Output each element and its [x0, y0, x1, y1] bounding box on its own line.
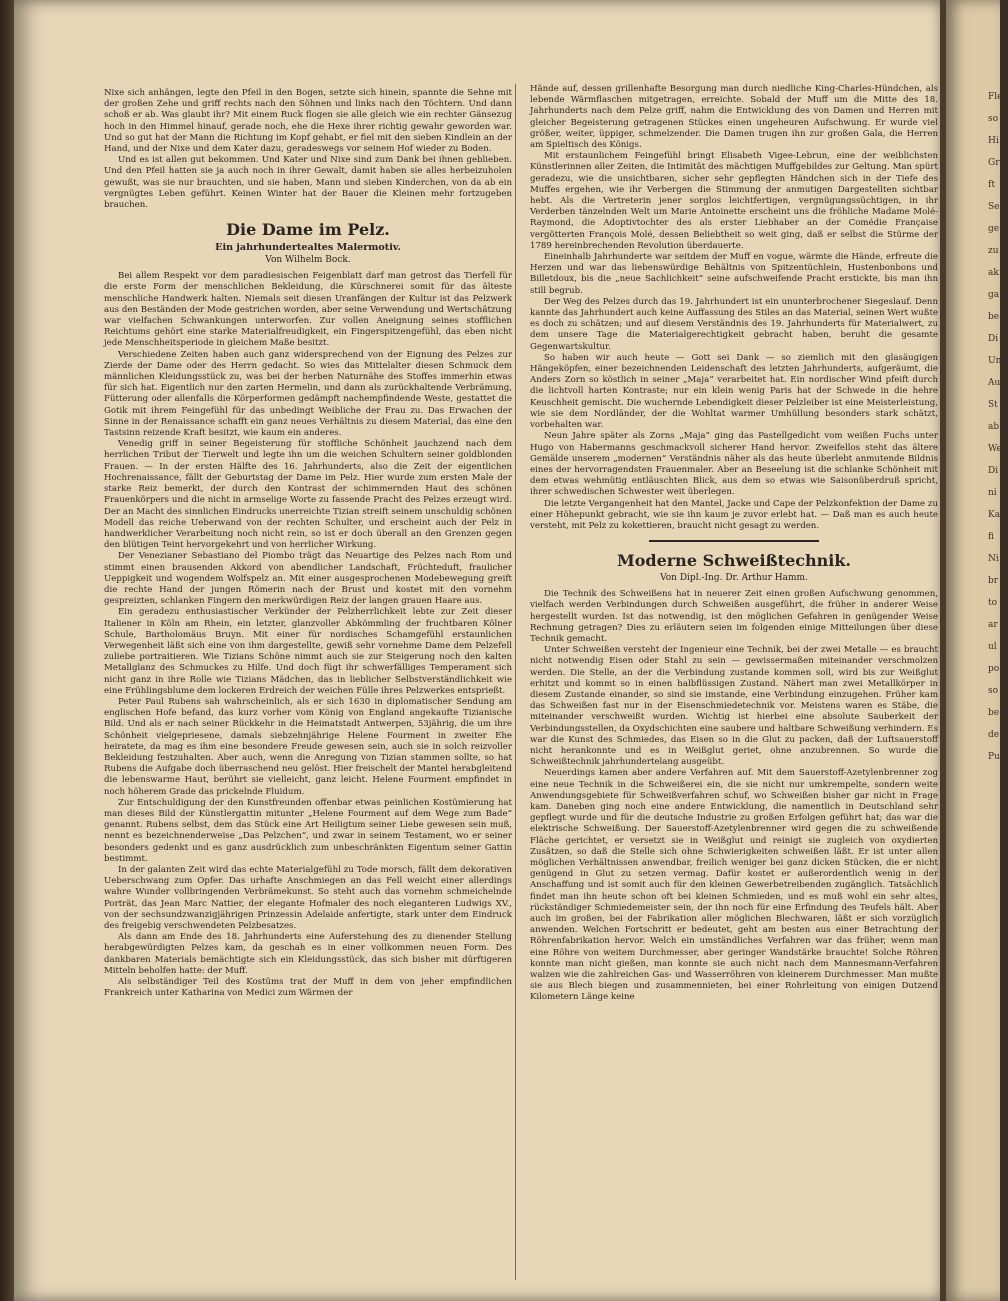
adjacent-page-fragment: Un: [988, 356, 1002, 366]
adjacent-page-fragment: Gr: [988, 158, 1000, 168]
adjacent-page-fragment: br: [988, 576, 999, 586]
adjacent-page-fragment: ft: [988, 180, 995, 190]
adjacent-page-fragment: ak: [988, 268, 999, 278]
adjacent-page-fragment: be: [988, 708, 1000, 718]
continuation-paragraph: So haben wir auch heute — Gott sei Dank — so ziemlich mit den glasäugigen Hängeköpfen, einer bezeichnenden Leidenschaft des letzten Jahrhunderts, aufgeräumt, die Anders Zorn so köstlich in seiner „Maja“ verarbeitet hat. Ein nordischer Wind pfeift durch die lichtvoll harten Kontraste; nur ein klein wenig Paris hat der Schwede in die hehre Keuschheit gemischt. Die wuchernde Lebendigkeit dieser Pelzleiber ist eine Meisterleistung, wie sie dem Nordländer, der die Wohltat warmer Umhüllung besonders stark schätzt, vorbehalten war.: [530, 352, 938, 431]
adjacent-page-fragment: We: [988, 444, 1002, 454]
article2-paragraph: Neuerdings kamen aber andere Verfahren auf. Mit dem Sauerstoff-Azetylenbrenner zog eine neue Technik in die Schweißerei ein, die sie nicht nur umkrempelte, sondern weite Anwendungsgebiete für Schweißverfahren schuf, wo Schweißen bisher gar nicht in Frage kam. Daneben ging noch eine andere Entwicklung, die namentlich in Deutschland sehr gepflegt wurde und für die deutsche Industrie zu großen Erfolgen geführt hat; das war die elektrische Schweißung. Der Sauerstoff-Azetylenbrenner wird gegen die zu schweißende Fläche gerichtet, er versetzt sie in Weißglut und reinigt sie zugleich von oxydierten Zusätzen, so daß die Stelle sich ohne Schwierigkeiten schweißen läßt. Er ist unter allen möglichen Verhältnissen anwendbar, freilich weniger bei ganz dicken Stücken, die er nicht genügend in Glut zu setzen vermag. Dafür kostet er außerordentlich wenig in der Anschaffung und ist somit auch für den kleinen Gewerbetreibenden zugänglich. Tatsächlich findet man ihn heute schon oft bei kleinen Schmieden, und es muß wohl ein sehr altes, rückständiger Schmiedemeister sein, der ihn noch für eine Erfindung des Teufels hält. Aber auch im großen, bei der Fabrikation aller möglichen Blechwaren, läßt er sich vorzüglich anwenden. Welchen Fortschritt er bedeutet, geht am besten aus einer Betrachtung der Röhrenfabrikation hervor. Welch ein umständliches Verfahren war das früher, wenn man eine Röhre von weitem Durchmesser, aber geringer Wandstärke brauchte! Solche Röhren konnte man nicht gießen, man konnte sie auch nicht nach dem Mannesmann-Verfahren walzen wie die zahlreichen Gas- und Wasserröhren von kleinerem Durchmesser. Man mußte sie aus Blech biegen und zusammennieten, bei einer Rohrleitung von einigen Dutzend Kilometern Länge keine: [530, 768, 938, 1003]
article2-paragraph: Die Technik des Schweißens hat in neuerer Zeit einen großen Aufschwung genommen, vielfach werden Verbindungen durch Schweißen ausgeführt, die früher in anderer Weise hergestellt wurden. Ist das notwendig, ist den möglichen Gefahren in genügender Weise Rechnung getragen? Dies zu erläutern seien im folgenden einige Mitteilungen über diese Technik gemacht.: [530, 589, 938, 644]
adjacent-page-fragment: ga: [988, 290, 1000, 300]
adjacent-page-fragment: so: [988, 114, 999, 124]
adjacent-page-fragment: so: [988, 686, 999, 696]
adjacent-page-fragment: ge: [988, 224, 1000, 234]
article-paragraph: Bei allem Respekt vor dem paradiesischen Feigenblatt darf man getrost das Tierfell für die erste Form der menschlichen Bekleidung, die Kürschnerei somit für das älteste menschliche Handwerk halten. Niemals seit diesen Uranfängen der Kultur ist das Pelzwerk aus den Beständen der Mode gestrichen worden, aber seine Verwendung und Wertschätzung war vielfachen Schwankungen unterworfen. Zur vollen Aneignung seines stofflichen Reichtums gehört eine starke Materialfreudigkeit, ein Fingerspitzengefühl, das eben nicht jede Menschheitsperiode in gleichem Maße besitzt.: [104, 271, 512, 349]
column-divider: [515, 84, 516, 1280]
section-separator: [649, 540, 819, 542]
article2-byline: Von Dipl.-Ing. Dr. Arthur Hamm.: [660, 573, 808, 584]
right-column: [530, 84, 938, 1284]
adjacent-page-fragment: po: [988, 664, 1000, 674]
adjacent-page-fragment: Au: [988, 378, 1001, 388]
article-paragraph: Ein geradezu enthusiastischer Verkünder der Pelzherrlichkeit lebte zur Zeit dieser Italiener in Köln am Rhein, ein letzter, glanzvoller Abkömmling der fruchtbaren Kölner Schule, Bartholomäus Bruyn. Mit einer für nordisches Schamgefühl erstaunlichen Verwegenheit läßt sich eine von ihm dargestellte, gewiß sehr vornehme Dame dem Pelzefell zuliebe portraitieren. Wie Tizians Schöne nimmt auch sie zur Steigerung noch den kalten Metallglanz des Schmuckes zu Hilfe. Und doch fügt ihr schwerfälliges Temperament sich nicht ganz in ihre Rolle wie Tizians Mädchen, das in lieblicher Selbstverständlichkeit wie eine Frühlingsblume dem lockeren Erdreich der weichen Fülle ihres Pelzwerkes entsprießt.: [104, 607, 512, 696]
adjacent-page-edge: [946, 0, 1003, 1301]
article2-paragraph: Unter Schweißen versteht der Ingenieur eine Technik, bei der zwei Metalle — es braucht nicht notwendig Eisen oder Stahl zu sein — gewissermaßen miteinander verschmolzen werden. Die Stelle, an der die Verbindung zustande kommen soll, wird bis zur Weißglut erhitzt und kommt so in einen halbflüssigen Zustand. Nähert man zwei Metallkörper in diesem Zustande einander, so sind sie imstande, eine Verbindung einzugehen. Früher kam das Schweißen fast nur in der Eisenschmiedetechnik vor. Meistens waren es Stäbe, die miteinander verschweißt wurden. Wichtig ist hierbei eine absolute Sauberkeit der Verbindungsstellen, da Oxydschichten eine saubere und haltbare Schweißung verhindern. Es war die Kunst des Schmiedes, das Eisen so in die Glut zu packen, daß der Luftsauerstoff nicht herankonnte und es in Weißglut geriet, ohne anzubrennen. So wurde die Schweißtechnik jahrhundertelang ausgeübt.: [530, 645, 938, 768]
article-paragraph: Peter Paul Rubens sah wahrscheinlich, als er sich 1630 in diplomatischer Sendung am englischen Hofe befand, das kurz vorher vom König von England angekaufte Tizianische Bild. Und als er nach seiner Rückkehr in die Heimatstadt Antwerpen, 53jährig, die um ihre Schönheit vielgepriesene, damals siebzehnjährige Helene Fourment in zweiter Ehe heiratete, da mag es ihm eine besondere Freude gewesen sein, auch sie in solch reizvoller Bekleidung festzuhalten. Aber auch, wenn die Anregung von Tizian stammen sollte, so hat Rubens die Aufgabe doch überraschend neu gelöst. Hier freischelt der Mantel herabgleitend die lebenswarme Haut, berührt sie vielleicht, ganz leicht. Helene Fourment empfindet in noch höherem Grade das prickelnde Fluidum.: [104, 696, 512, 797]
adjacent-page-fragment: be: [988, 312, 1000, 322]
adjacent-page-fragment: ab: [988, 422, 1000, 432]
adjacent-page-fragment: Pu: [988, 752, 1000, 762]
adjacent-page-fragment: de: [988, 730, 1000, 740]
adjacent-page-fragment: St: [988, 400, 998, 410]
adjacent-page-fragment: Ni: [988, 554, 999, 564]
adjacent-page-fragment: ul: [988, 642, 997, 652]
continuation-paragraph: Die letzte Vergangenheit hat den Mantel, Jacke und Cape der Pelzkonfektion der Dame zu einer Höhepunkt gebracht, wie sie ihn kaum je zuvor erlebt hat. — Daß man es auch heute versteht, mit Pelz zu kokettieren, braucht nicht gesagt zu werden.: [530, 498, 938, 531]
adjacent-page-fragment: Hi: [988, 136, 999, 146]
adjacent-page-fragment: fi: [988, 532, 995, 542]
article-title: Die Dame im Pelz.: [226, 220, 390, 240]
adjacent-page-text: [988, 86, 1008, 768]
article2-title: Moderne Schweißtechnik.: [617, 551, 851, 571]
adjacent-page-fragment: ni: [988, 488, 997, 498]
article-subtitle: Ein jahrhundertealtes Malermotiv.: [215, 242, 401, 254]
intro-paragraph: Und es ist allen gut bekommen. Und Kater und Nixe sind zum Dank bei ihnen geblieben. Und den Pfeil hatten sie ja auch noch in ihrer Gewalt, damit haben sie alles herbeizuholen gewußt, was sie nur brauchten, und sie haben, Mann und sieben Kinderchen, von da ab ein vergnügtes Leben geführt. Keinen Winter hat der Bauer die Kleinen mehr fortzugeben brauchen.: [104, 155, 512, 211]
article-byline: Von Wilhelm Bock.: [265, 255, 351, 266]
adjacent-page-fragment: Di: [988, 466, 999, 476]
left-column: [104, 88, 512, 1280]
article-paragraph: Zur Entschuldigung der den Kunstfreunden offenbar etwas peinlichen Kostümierung hat man dieses Bild der Künstlergattin mitunter „Helene Fourment auf dem Wege zum Bade“ genannt. Rubens selbst, dem das Stück eine Art Heiligtum seiner Liebe gewesen sein muß, nennt es bezeichnenderweise „Das Pelzchen“, und zwar in seinem Testament, wo er seiner besonders gedenkt und es ganz ausdrücklich zum unbeschränkten Eigentum seiner Gattin bestimmt.: [104, 797, 512, 864]
article-paragraph: In der galanten Zeit wird das echte Materialgefühl zu Tode morsch, fällt dem dekorativen Ueberschwang zum Opfer. Das urhafte Anschmiegen an das Fell weicht einer allerdings wahre Wunder vollbringenden Verbrämekunst. So steht auch das vornehm schmeichelnde Porträt, das Jean Marc Nattier, der elegante Hofmaler des noch eleganteren Ludwigs XV., von der sechsundzwanzigjährigen Prinzessin Adelaide anfertigte, stark unter dem Eindruck des freigebig verschwendeten Pelzbesatzes.: [104, 865, 512, 932]
article-paragraph: Als selbständiger Teil des Kostüms trat der Muff in dem von jeher empfindlichen Frankreich unter Katharina von Medici zum Wärmen der: [104, 977, 512, 999]
article-paragraph: Venedig griff in seiner Begeisterung für stoffliche Schönheit jauchzend nach dem herrlichen Tribut der Tierwelt und legte ihn um die weichen Schultern seiner goldblonden Frauen. — In der ersten Hälfte des 16. Jahrhunderts, also die Zeit der eigentlichen Hochrenaissance, fällt der Geburtstag der Dame im Pelz. Hier wurde zum ersten Male der starke Reiz bemerkt, der durch den Kontrast der schimmernden Haut des schönen Frauenkörpers und die nicht in armselige Worte zu fassende Pracht des Pelzes erzeugt wird. Der an Macht des sinnlichen Eindrucks unerreichte Tizian streift seinem unschuldig schönen Modell das reiche Ueberwand von der rechten Schulter, und erscheint auch der Pelz in handwerklicher Verarbeitung noch nicht rein, so ist er doch überall an den Grenzen gegen den blütigen Teint hervorgekehrt und von herrlicher Wirkung.: [104, 439, 512, 551]
adjacent-page-fragment: to: [988, 598, 998, 608]
adjacent-page-fragment: Se: [988, 202, 1000, 212]
adjacent-page-fragment: ar: [988, 620, 998, 630]
adjacent-page-fragment: zu: [988, 246, 999, 256]
article-paragraph: Verschiedene Zeiten haben auch ganz widersprechend von der Eignung des Pelzes zur Zierde der Dame oder des Herrn gedacht. So wies das Mittelalter diesen Schmuck dem männlichen Kleidungsstück zu, was bei der herben Naturnähe des Stoffes immerhin etwas für sich hat. Eigentlich nur den zarten Hermelin, und dann als zurückhaltende Verbrämung, Fütterung oder allenfalls die Körperformen gedämpft nachempfindende Weste, gestattet die Gotik mit ihrem Feingefühl für das unbedingt Weibliche der Frau zu. Das Erwachen der Sinne in der Renaissance schafft ein ganz neues Verhältnis zu diesem Material, das eine den Tastsinn reizende Kraft besitzt, wie kaum ein anderes.: [104, 349, 512, 439]
adjacent-page-fragment: Ka: [988, 510, 1001, 520]
continuation-paragraph: Hände auf, dessen grillenhafte Besorgung man durch niedliche King-Charles-Hündchen, als lebende Wärmflaschen mitgetragen, erreichte. Sobald der Muff um die Mitte des 18. Jahrhunderts nach dem Pelze griff, nahm die Entwicklung des von Damen und Herren mit gleicher Begeisterung getragenen Stückes einen ungeheuren Aufschwung. Er wurde viel größer, weiter, üppiger, schmelzender. Die Damen trugen ihn zur großen Gala, die Herren am Spieltisch des Königs.: [530, 84, 938, 151]
article-paragraph: Der Venezianer Sebastiano del Piombo trägt das Neuartige des Pelzes nach Rom und stimmt einen brausenden Akkord von abendlicher Landschaft, Früchteduft, fraulicher Ueppigkeit und wogendem Wolfspelz an. Mit einer ausgesprochenen Modebewegung greift die rechte Hand der jungen Römerin nach der Brust und kostet mit den vornehm gespreizten, schlanken Fingern den merkwürdigen Reiz der langen grauen Haare aus.: [104, 551, 512, 607]
continuation-paragraph: Mit erstaunlichem Feingefühl bringt Elisabeth Vigee-Lebrun, eine der weiblichsten Künstlerinnen aller Zeiten, die Intimität des mächtigen Muffgebildes zur Geltung. Man spürt geradezu, wie die unsichtbaren, sicher sehr gepflegten Händchen sich in der Tiefe des Muffes ergehen, wie ihr Verbergen die Stimmung der anmutigen Dargestellten sichtbar hebt. Als die Vertreterin jener sorglos leichtfertigen, vergnügungssüchtigen, in ihr Verderben tänzelnden Welt um Marie Antoinette erscheint uns die fröhliche Madame Molé-Raymond, die Adoptivtochter des als erster Liebhaber an der Comédie Française vergötterten François Molé, dessen Beliebtheit so weit ging, daß er selbst die Stürme der 1789 hereinbrechenden Revolution überdauerte.: [530, 151, 938, 251]
adjacent-page-fragment: Di: [988, 334, 999, 344]
adjacent-page-fragment: Fle: [988, 92, 1003, 102]
intro-paragraph: Nixe sich anhängen, legte den Pfeil in den Bogen, setzte sich hinein, spannte die Sehne mit der großen Zehe und griff rechts nach den Söhnen und links nach den Töchtern. Und dann schoß er ab. Was glaubt ihr? Mit einem Ruck flogen sie alle gleich wie ein rechter Gänsezug hoch in den Himmel hinauf, gerade noch, ehe die Hexe ihrer richtig gewahr geworden war. Und so gut hat der Mann die Richtung im Kopf gehabt, er fiel mit den sieben Kindlein an der Hand, und der Nixe und dem Kater dazu, geradeswegs vor seinem Hof wieder zu Boden.: [104, 88, 512, 155]
article-paragraph: Als dann am Ende des 18. Jahrhunderts eine Auferstehung des zu dienender Stellung herabgewürdigten Pelzes kam, da geschah es in einer vollkommen neuen Form. Des dankbaren Materials bemächtigte sich ein Kleidungsstück, das sich bisher mit dürftigeren Mitteln beholfen hatte: der Muff.: [104, 932, 512, 976]
continuation-paragraph: Der Weg des Pelzes durch das 19. Jahrhundert ist ein ununterbrochener Siegeslauf. Denn kannte das Jahrhundert auch keine Auffassung des Stiles an das Material, seinen Wert wußte es doch zu schätzen; und auf diesem Verständnis des 19. Jahrhunderts für Materialwert, zu dem unsere Tage die Materialgerechtigkeit gebracht haben, beruht die gesamte Gegenwartskultur.: [530, 296, 938, 352]
continuation-paragraph: Neun Jahre später als Zorns „Maja“ ging das Pastellgedicht vom weißen Fuchs unter Hugo von Habermanns geschmackvoll sicherer Hand hervor. Zweifellos steht das ältere Gemälde unserem „modernen“ Verständnis näher als das heute überlebt anmutende Bildnis eines der hervorragendsten Frauenmaler. Aber an Beseelung ist die schlanke Schönheit mit dem etwas wehmütig entläuschten Blick, aus dem so etwas wie Saisonüberdruß spricht, ihrer schwedischen Schwester weit überlegen.: [530, 431, 938, 498]
continuation-paragraph: Eineinhalb Jahrhunderte war seitdem der Muff en vogue, wärmte die Hände, erfreute die Herzen und war das liebenswürdige Behältnis von Spitzentüchlein, Hustenbonbons und Billetdoux, bis die „neue Sachlichkeit“ seine aufschweifende Pracht erstickte, bis man ihn still begrub.: [530, 252, 938, 296]
